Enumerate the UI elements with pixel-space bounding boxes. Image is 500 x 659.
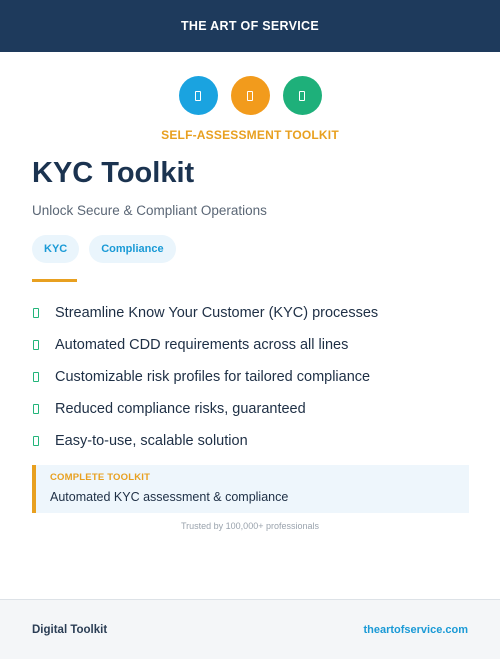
check-icon	[33, 436, 39, 446]
document-icon	[231, 76, 270, 115]
tag-kyc[interactable]: KYC	[32, 235, 79, 263]
callout-text: Automated KYC assessment & compliance	[50, 490, 289, 504]
icon-row	[0, 76, 500, 115]
feature-text: Reduced compliance risks, guaranteed	[55, 401, 306, 417]
complete-toolkit-callout	[32, 465, 469, 513]
check-icon	[33, 372, 39, 382]
feature-text: Streamline Know Your Customer (KYC) processes	[55, 305, 379, 321]
toolkit-kicker: SELF-ASSESSMENT TOOLKIT	[161, 128, 339, 142]
header-bar	[0, 0, 500, 52]
list-item	[32, 393, 378, 425]
list-item	[32, 425, 378, 457]
list-item	[32, 297, 378, 329]
section-divider	[32, 279, 77, 282]
tag-compliance[interactable]: Compliance	[89, 235, 175, 263]
list-item	[32, 329, 378, 361]
list-item	[32, 361, 378, 393]
page-title: KYC Toolkit	[32, 157, 195, 189]
feature-list	[32, 297, 378, 457]
footer-bar	[0, 599, 500, 659]
page-subtitle: Unlock Secure & Compliant Operations	[32, 203, 267, 218]
feature-text: Customizable risk profiles for tailored compliance	[55, 369, 371, 385]
trust-note: Trusted by 100,000+ professionals	[180, 521, 319, 531]
check-icon	[33, 404, 39, 414]
document-icon	[179, 76, 218, 115]
footer-label: Digital Toolkit	[32, 623, 108, 636]
brand-title: THE ART OF SERVICE	[180, 19, 320, 33]
document-icon	[283, 76, 322, 115]
tag-list	[32, 235, 176, 263]
callout-label: COMPLETE TOOLKIT	[50, 472, 151, 483]
feature-text: Automated CDD requirements across all lines	[55, 337, 349, 353]
website-link[interactable]: theartofservice.com	[363, 623, 468, 636]
check-icon	[33, 340, 39, 350]
check-icon	[33, 308, 39, 318]
feature-text: Easy-to-use, scalable solution	[55, 433, 248, 449]
